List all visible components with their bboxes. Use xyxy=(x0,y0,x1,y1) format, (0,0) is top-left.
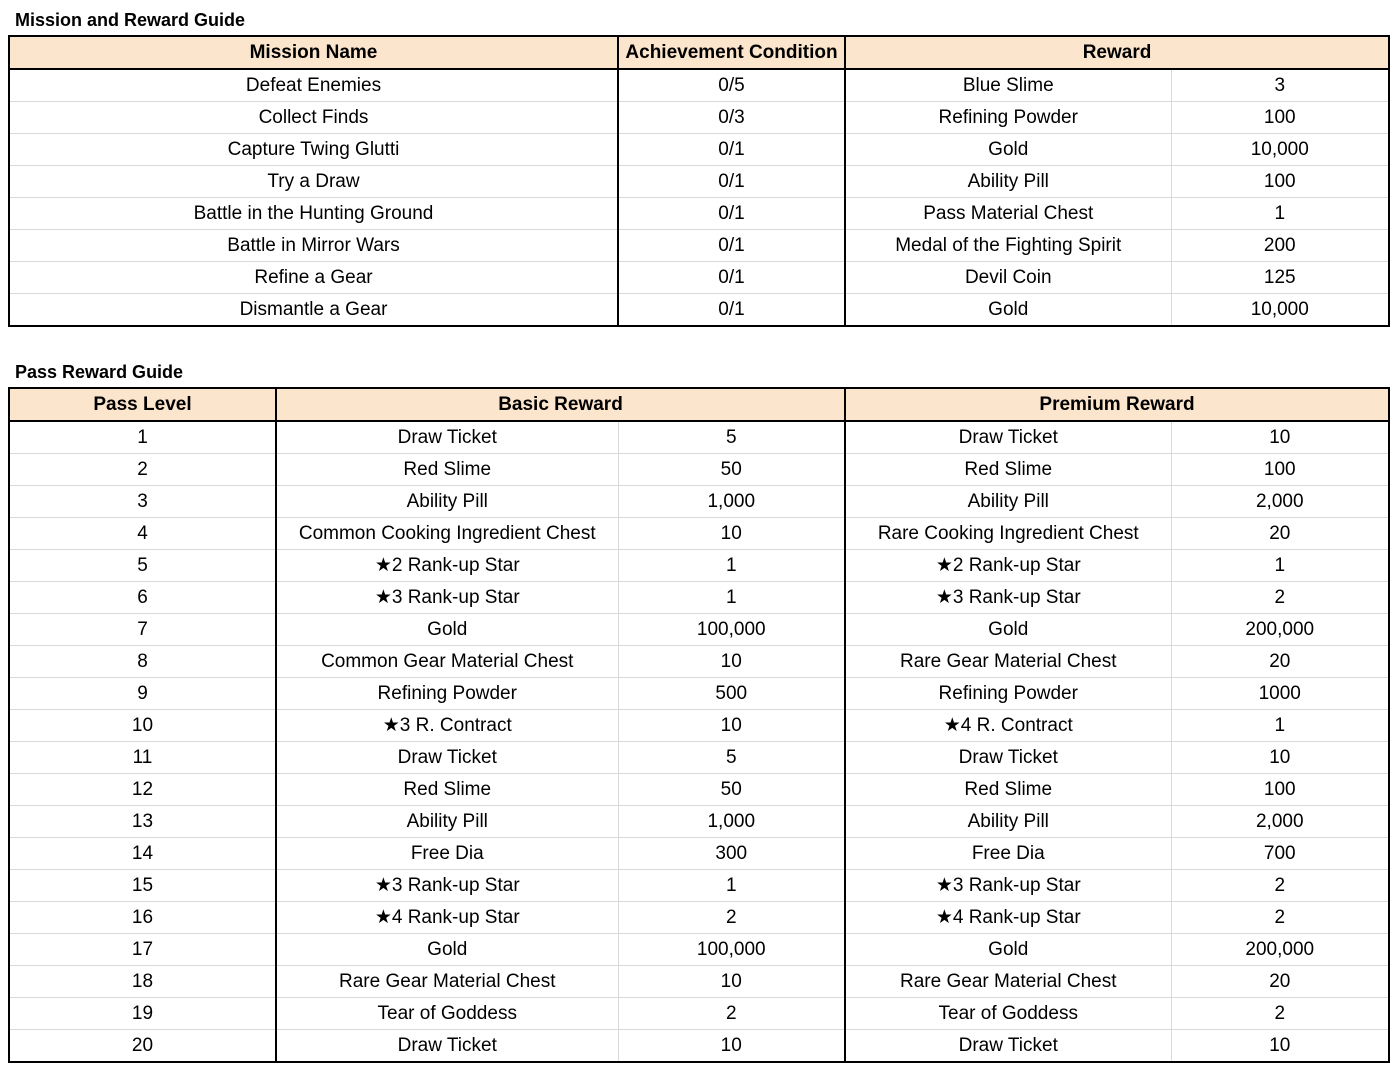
basic-reward-item-cell: ★3 Rank-up Star xyxy=(276,582,618,614)
reward-qty-cell: 10,000 xyxy=(1171,134,1389,166)
premium-reward-qty-cell: 20 xyxy=(1171,518,1389,550)
premium-reward-qty-cell: 10 xyxy=(1269,1034,1291,1056)
pass-row xyxy=(9,934,1389,966)
pass-level-cell: 18 xyxy=(9,966,276,998)
header-pass-level: Pass Level xyxy=(9,388,276,421)
achievement-condition-cell: 0/1 xyxy=(618,262,845,294)
mission-reward-table xyxy=(8,35,1390,327)
premium-reward-qty-cell: 200,000 xyxy=(1171,614,1389,646)
basic-reward-qty-cell: 1 xyxy=(618,870,845,902)
premium-reward-item-cell: Red Slime xyxy=(845,774,1171,806)
basic-reward-item-cell: Refining Powder xyxy=(276,678,618,710)
basic-reward-qty-cell: 10 xyxy=(618,1030,845,1063)
pass-level-cell: 13 xyxy=(9,806,276,838)
pass-row xyxy=(9,614,1389,646)
basic-reward-item-cell: Gold xyxy=(276,934,618,966)
achievement-condition-cell: 0/1 xyxy=(618,294,845,327)
premium-reward-qty-cell: 700 xyxy=(1171,838,1389,870)
basic-reward-item-cell: Rare Gear Material Chest xyxy=(276,966,618,998)
reward-item-cell: Ability Pill xyxy=(845,166,1171,198)
basic-reward-qty-cell: 300 xyxy=(618,838,845,870)
premium-reward-qty-cell: 2 xyxy=(1171,998,1389,1030)
pass-level-cell: 8 xyxy=(9,646,276,678)
basic-reward-item-cell: Free Dia xyxy=(276,838,618,870)
basic-reward-qty-cell: 2 xyxy=(618,902,845,934)
premium-reward-qty-cell: 1000 xyxy=(1171,678,1389,710)
pass-row xyxy=(9,838,1389,870)
premium-reward-item-cell: Ability Pill xyxy=(845,806,1171,838)
pass-row xyxy=(9,710,1389,742)
premium-reward-item-cell: Refining Powder xyxy=(845,678,1171,710)
mission-row xyxy=(9,262,1389,294)
premium-reward-item-cell: Red Slime xyxy=(845,454,1171,486)
pass-level-cell: 5 xyxy=(9,550,276,582)
mission-row xyxy=(9,134,1389,166)
basic-reward-qty-cell: 1 xyxy=(618,582,845,614)
pass-row xyxy=(9,454,1389,486)
basic-reward-item-cell: Draw Ticket xyxy=(276,742,618,774)
premium-reward-item-cell: Rare Cooking Ingredient Chest xyxy=(845,518,1171,550)
premium-reward-item-cell: Draw Ticket xyxy=(845,421,1171,454)
basic-reward-qty-cell: 10 xyxy=(618,710,845,742)
pass-row xyxy=(9,550,1389,582)
pass-row xyxy=(9,1030,1389,1063)
mission-row xyxy=(9,69,1389,102)
basic-reward-item-cell: Ability Pill xyxy=(276,806,618,838)
premium-reward-qty-cell: 100 xyxy=(1171,774,1389,806)
premium-reward-qty-cell: 1 xyxy=(1171,550,1389,582)
premium-reward-item-cell: ★2 Rank-up Star xyxy=(845,550,1171,582)
premium-reward-item-cell: Rare Gear Material Chest xyxy=(845,646,1171,678)
premium-reward-qty-cell: 20 xyxy=(1171,966,1389,998)
premium-reward-qty-cell: 10 xyxy=(1171,421,1389,454)
mission-name-cell: Battle in the Hunting Ground xyxy=(9,198,618,230)
reward-item-cell: Gold xyxy=(845,134,1171,166)
pass-row xyxy=(9,678,1389,710)
basic-reward-qty-cell: 10 xyxy=(618,518,845,550)
pass-row xyxy=(9,806,1389,838)
mission-row xyxy=(9,230,1389,262)
pass-row xyxy=(9,518,1389,550)
pass-level-cell: 7 xyxy=(9,614,276,646)
premium-reward-item-cell: ★4 Rank-up Star xyxy=(845,902,1171,934)
mission-name-cell: Battle in Mirror Wars xyxy=(9,230,618,262)
premium-reward-item-cell: Ability Pill xyxy=(845,486,1171,518)
premium-reward-qty-cell: 100 xyxy=(1171,454,1389,486)
pass-row xyxy=(9,486,1389,518)
mission-name-cell: Refine a Gear xyxy=(9,262,618,294)
basic-reward-item-cell: Common Cooking Ingredient Chest xyxy=(276,518,618,550)
header-premium-reward: Premium Reward xyxy=(845,388,1389,421)
pass-level-cell: 20 xyxy=(9,1030,276,1063)
pass-level-cell: 19 xyxy=(9,998,276,1030)
premium-reward-qty-cell: 20 xyxy=(1171,646,1389,678)
header-mission-name: Mission Name xyxy=(9,36,618,69)
premium-reward-item-cell: Draw Ticket xyxy=(845,1030,1171,1063)
basic-reward-item-cell: ★3 R. Contract xyxy=(276,710,618,742)
header-achievement-condition: Achievement Condition xyxy=(618,36,845,69)
mission-row xyxy=(9,166,1389,198)
basic-reward-item-cell: ★4 Rank-up Star xyxy=(276,902,618,934)
basic-reward-qty-cell: 50 xyxy=(618,454,845,486)
premium-reward-qty-cell: 2 xyxy=(1171,902,1389,934)
achievement-condition-cell: 0/3 xyxy=(618,102,845,134)
pass-level-cell: 15 xyxy=(9,870,276,902)
basic-reward-qty-cell: 100,000 xyxy=(618,614,845,646)
basic-reward-item-cell: Gold xyxy=(276,614,618,646)
mission-name-cell: Try a Draw xyxy=(9,166,618,198)
pass-row xyxy=(9,421,1389,454)
reward-item-cell: Gold xyxy=(845,294,1171,327)
pass-level-cell: 10 xyxy=(9,710,276,742)
reward-item-cell: Medal of the Fighting Spirit xyxy=(845,230,1171,262)
achievement-condition-cell: 0/1 xyxy=(618,134,845,166)
mission-name-cell: Dismantle a Gear xyxy=(9,294,618,327)
pass-reward-table xyxy=(8,387,1390,1063)
basic-reward-qty-cell: 10 xyxy=(618,646,845,678)
basic-reward-qty-cell: 100,000 xyxy=(618,934,845,966)
premium-reward-qty-cell: 200,000 xyxy=(1171,934,1389,966)
basic-reward-qty-cell: 2 xyxy=(618,998,845,1030)
pass-guide-title: Pass Reward Guide xyxy=(15,362,184,382)
reward-qty-cell: 100 xyxy=(1171,166,1389,198)
premium-reward-qty-cell: 2,000 xyxy=(1171,806,1389,838)
pass-header-row xyxy=(9,388,1389,421)
premium-reward-item-cell: Free Dia xyxy=(845,838,1171,870)
basic-reward-qty-cell: 5 xyxy=(618,421,845,454)
basic-reward-item-cell: Common Gear Material Chest xyxy=(276,646,618,678)
pass-row xyxy=(9,774,1389,806)
pass-level-cell: 3 xyxy=(9,486,276,518)
mission-header-row xyxy=(9,36,1389,69)
pass-level-cell: 16 xyxy=(9,902,276,934)
reward-item-cell: Devil Coin xyxy=(845,262,1171,294)
basic-reward-qty-cell: 500 xyxy=(618,678,845,710)
reward-qty-cell: 100 xyxy=(1171,102,1389,134)
basic-reward-qty-cell: 10 xyxy=(618,966,845,998)
pass-row xyxy=(9,902,1389,934)
mission-name-cell: Defeat Enemies xyxy=(9,69,618,102)
basic-reward-qty-cell: 5 xyxy=(618,742,845,774)
basic-reward-qty-cell: 50 xyxy=(618,774,845,806)
mission-row xyxy=(9,294,1389,327)
pass-row xyxy=(9,998,1389,1030)
pass-row xyxy=(9,582,1389,614)
mission-row xyxy=(9,102,1389,134)
pass-level-cell: 2 xyxy=(9,454,276,486)
reward-qty-cell: 10,000 xyxy=(1250,298,1309,320)
premium-reward-qty-cell: 1 xyxy=(1171,710,1389,742)
premium-reward-item-cell: Rare Gear Material Chest xyxy=(845,966,1171,998)
pass-row xyxy=(9,870,1389,902)
reward-qty-cell: 200 xyxy=(1171,230,1389,262)
mission-guide-title: Mission and Reward Guide xyxy=(15,10,246,30)
pass-level-cell: 4 xyxy=(9,518,276,550)
pass-row xyxy=(9,646,1389,678)
reward-item-cell: Blue Slime xyxy=(845,69,1171,102)
basic-reward-item-cell: Red Slime xyxy=(276,774,618,806)
header-basic-reward: Basic Reward xyxy=(276,388,845,421)
basic-reward-item-cell: ★3 Rank-up Star xyxy=(276,870,618,902)
pass-row xyxy=(9,742,1389,774)
premium-reward-qty-cell: 2,000 xyxy=(1171,486,1389,518)
pass-row xyxy=(9,966,1389,998)
reward-item-cell: Pass Material Chest xyxy=(845,198,1171,230)
premium-reward-qty-cell: 2 xyxy=(1171,582,1389,614)
pass-level-cell: 6 xyxy=(9,582,276,614)
mission-name-cell: Collect Finds xyxy=(9,102,618,134)
pass-level-cell: 17 xyxy=(9,934,276,966)
header-reward: Reward xyxy=(845,36,1389,69)
basic-reward-qty-cell: 1,000 xyxy=(618,486,845,518)
basic-reward-qty-cell: 1 xyxy=(618,550,845,582)
premium-reward-item-cell: Gold xyxy=(845,934,1171,966)
basic-reward-item-cell: ★2 Rank-up Star xyxy=(276,550,618,582)
basic-reward-item-cell: Draw Ticket xyxy=(276,421,618,454)
basic-reward-item-cell: Ability Pill xyxy=(276,486,618,518)
basic-reward-item-cell: Draw Ticket xyxy=(276,1030,618,1063)
reward-item-cell: Refining Powder xyxy=(845,102,1171,134)
basic-reward-item-cell: Red Slime xyxy=(276,454,618,486)
achievement-condition-cell: 0/5 xyxy=(618,69,845,102)
premium-reward-item-cell: ★4 R. Contract xyxy=(845,710,1171,742)
reward-qty-cell: 125 xyxy=(1171,262,1389,294)
achievement-condition-cell: 0/1 xyxy=(618,198,845,230)
premium-reward-item-cell: ★3 Rank-up Star xyxy=(845,582,1171,614)
premium-reward-item-cell: ★3 Rank-up Star xyxy=(845,870,1171,902)
premium-reward-item-cell: Tear of Goddess xyxy=(845,998,1171,1030)
achievement-condition-cell: 0/1 xyxy=(618,230,845,262)
premium-reward-item-cell: Draw Ticket xyxy=(845,742,1171,774)
reward-qty-cell: 1 xyxy=(1171,198,1389,230)
mission-name-cell: Capture Twing Glutti xyxy=(9,134,618,166)
pass-level-cell: 12 xyxy=(9,774,276,806)
pass-level-cell: 14 xyxy=(9,838,276,870)
pass-level-cell: 9 xyxy=(9,678,276,710)
reward-qty-cell: 3 xyxy=(1171,69,1389,102)
basic-reward-qty-cell: 1,000 xyxy=(618,806,845,838)
basic-reward-item-cell: Tear of Goddess xyxy=(276,998,618,1030)
premium-reward-qty-cell: 2 xyxy=(1171,870,1389,902)
pass-level-cell: 1 xyxy=(9,421,276,454)
premium-reward-qty-cell: 10 xyxy=(1171,742,1389,774)
pass-level-cell: 11 xyxy=(9,742,276,774)
premium-reward-item-cell: Gold xyxy=(845,614,1171,646)
achievement-condition-cell: 0/1 xyxy=(618,166,845,198)
mission-row xyxy=(9,198,1389,230)
